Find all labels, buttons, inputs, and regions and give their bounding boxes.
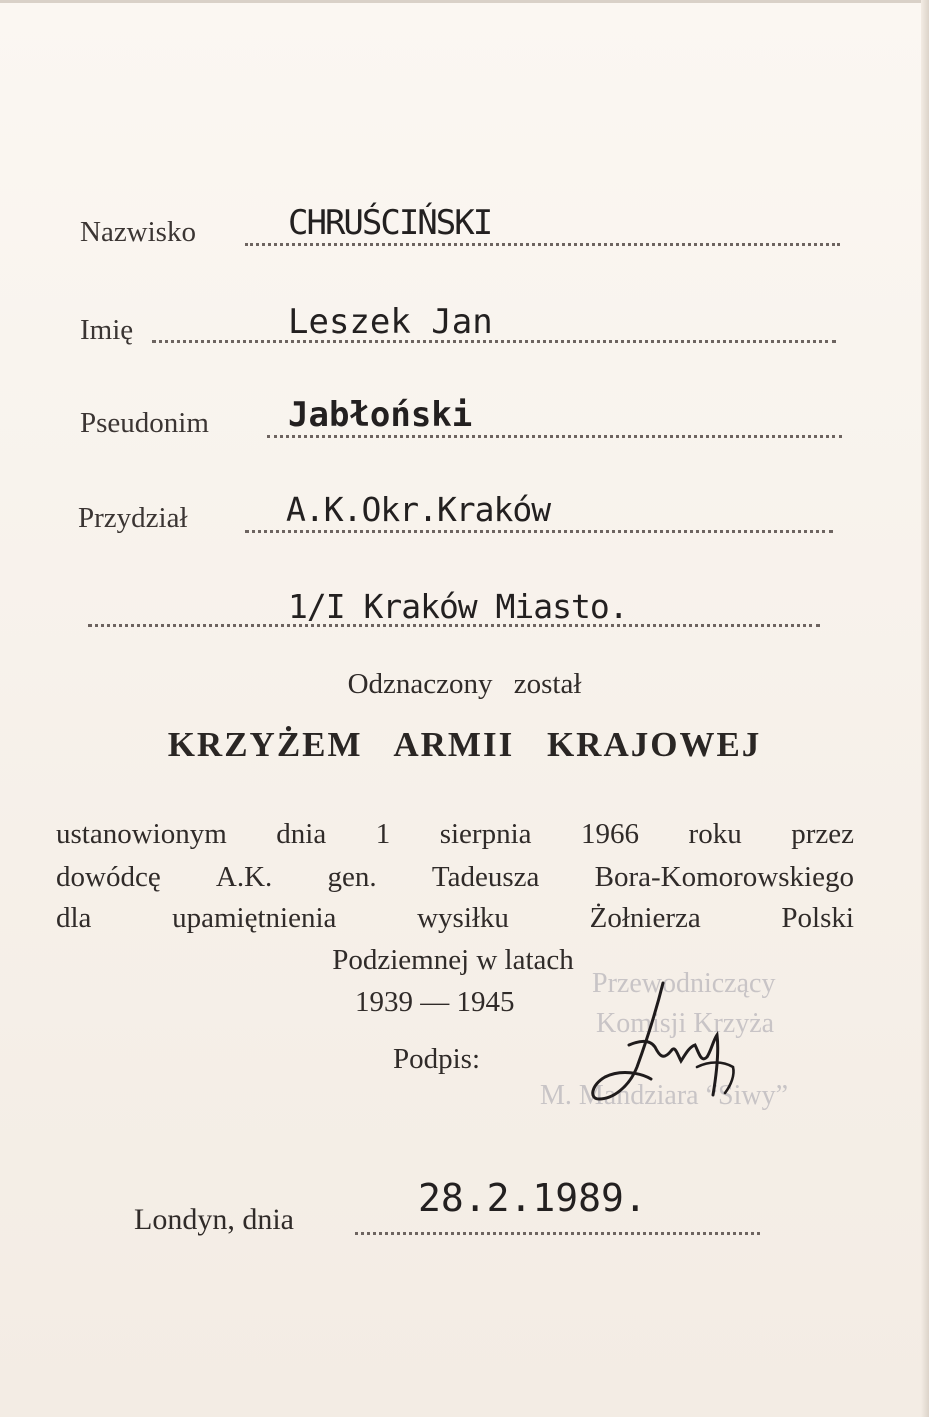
first-name-dotted-line	[152, 340, 836, 343]
word: A.K.	[215, 861, 273, 893]
word: przez	[791, 818, 854, 850]
word: upamiętnienia	[172, 902, 337, 934]
pseudonym-label: Pseudonim	[80, 407, 209, 439]
word: gen.	[327, 861, 377, 893]
award-text-line-4: Podziemnej w latach	[332, 944, 574, 976]
word: sierpnia	[439, 818, 532, 850]
word: ustanowionym	[56, 818, 227, 850]
handwritten-signature	[585, 975, 755, 1125]
place-date-label: Londyn, dnia	[134, 1203, 294, 1236]
top-edge	[0, 0, 929, 3]
date-dotted-line	[355, 1232, 760, 1235]
word: wysiłku	[417, 902, 509, 934]
surname-dotted-line	[245, 243, 840, 246]
surname-label: Nazwisko	[80, 216, 196, 248]
word: roku	[688, 818, 742, 850]
word: Polski	[781, 902, 854, 934]
surname-value: CHRUŚCIŃSKI	[288, 203, 492, 243]
pseudonym-value: Jabłoński	[288, 395, 473, 435]
assignment-value-2: 1/I Kraków Miasto.	[288, 587, 628, 626]
assignment-label: Przydział	[78, 502, 188, 534]
signature-label: Podpis:	[393, 1043, 481, 1075]
stamp-line-1: Przewodniczący	[592, 968, 776, 999]
award-text-line-2	[56, 861, 854, 894]
word: dowódcę	[56, 861, 161, 893]
word: 1	[375, 818, 391, 850]
word: Bora-Komorowskiego	[594, 861, 854, 893]
award-text-line-3	[56, 902, 854, 935]
stamp-line-2: Komisji Krzyża	[596, 1008, 775, 1039]
right-edge	[921, 0, 929, 1417]
pseudonym-dotted-line	[267, 435, 842, 438]
award-title: KRZYŻEM ARMII KRAJOWEJ	[167, 725, 762, 764]
award-years: 1939 — 1945	[355, 986, 515, 1018]
first-name-value: Leszek Jan	[288, 302, 493, 342]
assignment-value: A.K.Okr.Kraków	[286, 490, 551, 529]
word: Tadeusza	[431, 861, 540, 893]
word: 1966	[581, 818, 640, 850]
date-value: 28.2.1989.	[418, 1176, 647, 1220]
word: dnia	[276, 818, 327, 850]
word: Żołnierza	[589, 902, 701, 934]
word: dla	[56, 902, 92, 934]
award-text-line-1	[56, 818, 854, 851]
first-name-label: Imię	[80, 314, 134, 346]
stamp-line-3: M. Mandziara “Siwy”	[540, 1080, 789, 1111]
award-intro: Odznaczony został	[347, 668, 582, 700]
assignment-dotted-line	[245, 530, 833, 533]
